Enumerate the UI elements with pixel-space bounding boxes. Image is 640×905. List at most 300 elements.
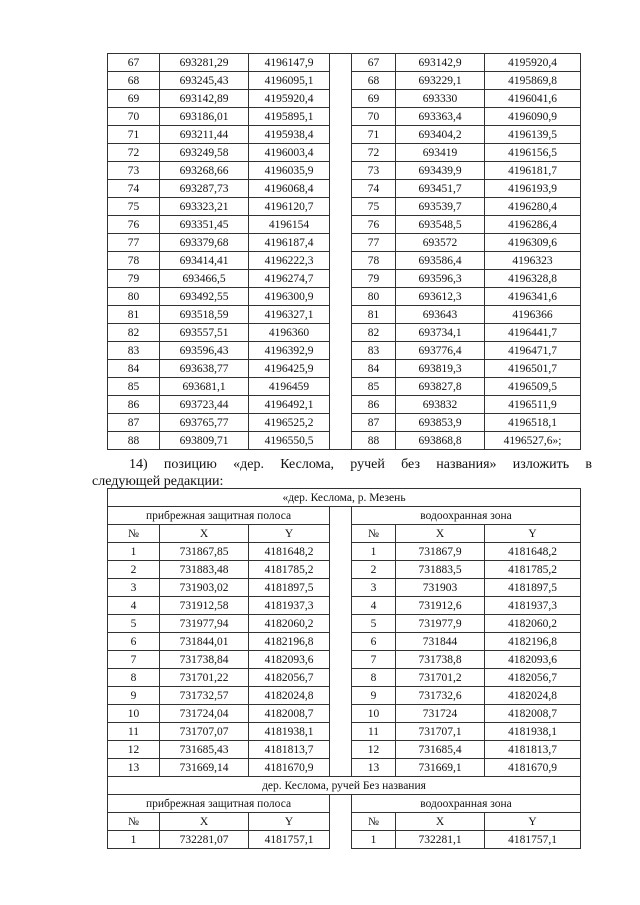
coord-y-protection: 4196509,5 <box>485 378 581 396</box>
point-number-protection: 73 <box>352 162 396 180</box>
point-number-protection: 88 <box>352 432 396 450</box>
table-row <box>108 597 581 615</box>
col-header-y: Y <box>249 525 330 543</box>
point-number-protection: 3 <box>352 579 396 597</box>
coord-y-coastal: 4196525,2 <box>249 414 330 432</box>
coord-x-protection: 693419 <box>396 144 485 162</box>
point-number-coastal: 69 <box>108 90 160 108</box>
coord-y-coastal: 4196360 <box>249 324 330 342</box>
gap-cell <box>330 54 352 72</box>
coord-x-coastal: 731724,04 <box>160 705 249 723</box>
point-number-protection: 78 <box>352 252 396 270</box>
coord-y-protection: 4181938,1 <box>485 723 581 741</box>
coord-y-coastal: 4181937,3 <box>249 597 330 615</box>
point-number-protection: 2 <box>352 561 396 579</box>
gap-cell <box>330 543 352 561</box>
coord-y-protection: 4196366 <box>485 306 581 324</box>
coord-y-coastal: 4196095,1 <box>249 72 330 90</box>
table-row <box>108 633 581 651</box>
gap-cell <box>330 144 352 162</box>
gap-cell <box>330 669 352 687</box>
coord-y-protection: 4181785,2 <box>485 561 581 579</box>
coord-y-protection: 4181648,2 <box>485 543 581 561</box>
table-row <box>108 723 581 741</box>
gap-cell <box>330 324 352 342</box>
coord-x-coastal: 731669,14 <box>160 759 249 777</box>
table-row <box>108 360 581 378</box>
coastal-strip-header: прибрежная защитная полоса <box>108 795 330 813</box>
coord-y-protection: 4196323 <box>485 252 581 270</box>
table-row <box>108 198 581 216</box>
table-row <box>108 288 581 306</box>
coord-x-protection: 693868,8 <box>396 432 485 450</box>
coord-y-coastal: 4196492,1 <box>249 396 330 414</box>
point-number-protection: 7 <box>352 651 396 669</box>
coord-x-protection: 693776,4 <box>396 342 485 360</box>
gap-cell <box>330 432 352 450</box>
point-number-coastal: 7 <box>108 651 160 669</box>
gap-cell <box>330 162 352 180</box>
coord-x-coastal: 731912,58 <box>160 597 249 615</box>
gap-cell <box>330 507 352 525</box>
point-number-protection: 11 <box>352 723 396 741</box>
coord-x-coastal: 693249,58 <box>160 144 249 162</box>
table-row <box>108 579 581 597</box>
coord-x-coastal: 731707,07 <box>160 723 249 741</box>
coord-y-protection: 4181897,5 <box>485 579 581 597</box>
coord-y-coastal: 4196147,9 <box>249 54 330 72</box>
point-number-coastal: 87 <box>108 414 160 432</box>
table-row <box>108 669 581 687</box>
point-number-coastal: 77 <box>108 234 160 252</box>
coord-y-protection: 4196156,5 <box>485 144 581 162</box>
section-title: дер. Кеслома, ручей Без названия <box>108 777 581 795</box>
gap-cell <box>330 633 352 651</box>
coord-x-protection: 732281,1 <box>396 831 485 849</box>
bottom-coordinates-table <box>107 488 581 849</box>
coord-y-coastal: 4182024,8 <box>249 687 330 705</box>
point-number-coastal: 82 <box>108 324 160 342</box>
coord-x-protection: 693451,7 <box>396 180 485 198</box>
coord-x-protection: 731912,6 <box>396 597 485 615</box>
point-number-protection: 74 <box>352 180 396 198</box>
point-number-coastal: 68 <box>108 72 160 90</box>
coord-x-protection: 693734,1 <box>396 324 485 342</box>
coord-y-protection: 4195869,8 <box>485 72 581 90</box>
table-row <box>108 180 581 198</box>
gap-cell <box>330 741 352 759</box>
coord-x-protection: 693853,9 <box>396 414 485 432</box>
gap-cell <box>330 723 352 741</box>
coord-x-protection: 693586,4 <box>396 252 485 270</box>
coord-x-coastal: 731903,02 <box>160 579 249 597</box>
coord-x-coastal: 693142,89 <box>160 90 249 108</box>
gap-cell <box>330 216 352 234</box>
coord-y-protection: 4196328,8 <box>485 270 581 288</box>
coord-x-protection: 731903 <box>396 579 485 597</box>
coord-x-protection: 693404,2 <box>396 126 485 144</box>
point-number-protection: 84 <box>352 360 396 378</box>
table-row <box>108 126 581 144</box>
table-row <box>108 561 581 579</box>
table-row <box>108 162 581 180</box>
coord-x-protection: 731977,9 <box>396 615 485 633</box>
gap-cell <box>330 288 352 306</box>
coord-x-coastal: 732281,07 <box>160 831 249 849</box>
coord-x-protection: 693548,5 <box>396 216 485 234</box>
table-row <box>108 306 581 324</box>
coord-y-coastal: 4195895,1 <box>249 108 330 126</box>
gap-cell <box>330 759 352 777</box>
table-row <box>108 396 581 414</box>
point-number-protection: 77 <box>352 234 396 252</box>
coord-y-protection: 4196341,6 <box>485 288 581 306</box>
point-number-protection: 1 <box>352 831 396 849</box>
coord-x-protection: 693572 <box>396 234 485 252</box>
water-protection-header: водоохранная зона <box>352 507 581 525</box>
point-number-coastal: 86 <box>108 396 160 414</box>
gap-cell <box>330 378 352 396</box>
table-row <box>108 741 581 759</box>
coord-y-protection: 4181937,3 <box>485 597 581 615</box>
col-header-y: Y <box>485 813 581 831</box>
point-number-coastal: 80 <box>108 288 160 306</box>
coord-y-protection: 4181670,9 <box>485 759 581 777</box>
point-number-protection: 83 <box>352 342 396 360</box>
coord-y-protection: 4196501,7 <box>485 360 581 378</box>
point-number-coastal: 1 <box>108 543 160 561</box>
coord-y-coastal: 4181670,9 <box>249 759 330 777</box>
gap-cell <box>330 306 352 324</box>
point-number-protection: 72 <box>352 144 396 162</box>
point-number-protection: 82 <box>352 324 396 342</box>
point-number-coastal: 4 <box>108 597 160 615</box>
coord-y-protection: 4195920,4 <box>485 54 581 72</box>
gap-cell <box>330 687 352 705</box>
coord-y-coastal: 4196550,5 <box>249 432 330 450</box>
col-header-num: № <box>108 813 160 831</box>
table-row <box>108 324 581 342</box>
gap-cell <box>330 414 352 432</box>
coord-x-coastal: 693287,73 <box>160 180 249 198</box>
coord-y-coastal: 4181648,2 <box>249 543 330 561</box>
coord-x-protection: 731685,4 <box>396 741 485 759</box>
coastal-strip-header: прибрежная защитная полоса <box>108 507 330 525</box>
point-number-protection: 9 <box>352 687 396 705</box>
coord-x-protection: 693643 <box>396 306 485 324</box>
gap-cell <box>330 234 352 252</box>
gap-cell <box>330 615 352 633</box>
coord-x-protection: 731669,1 <box>396 759 485 777</box>
table-row <box>108 543 581 561</box>
amendment-paragraph <box>92 456 592 490</box>
col-header-num: № <box>108 525 160 543</box>
coord-x-coastal: 731977,94 <box>160 615 249 633</box>
point-number-coastal: 79 <box>108 270 160 288</box>
coord-x-coastal: 731844,01 <box>160 633 249 651</box>
point-number-protection: 8 <box>352 669 396 687</box>
col-header-x: X <box>396 525 485 543</box>
coord-x-protection: 693330 <box>396 90 485 108</box>
gap-cell <box>330 180 352 198</box>
coord-x-protection: 731738,8 <box>396 651 485 669</box>
coord-y-protection: 4196518,1 <box>485 414 581 432</box>
coord-x-coastal: 731701,22 <box>160 669 249 687</box>
coord-y-protection: 4182056,7 <box>485 669 581 687</box>
coord-x-coastal: 693492,55 <box>160 288 249 306</box>
point-number-protection: 10 <box>352 705 396 723</box>
point-number-coastal: 6 <box>108 633 160 651</box>
table-row <box>108 831 581 849</box>
table-row <box>108 90 581 108</box>
coord-y-coastal: 4196392,9 <box>249 342 330 360</box>
point-number-coastal: 1 <box>108 831 160 849</box>
coord-x-protection: 693229,1 <box>396 72 485 90</box>
coord-x-coastal: 731685,43 <box>160 741 249 759</box>
coord-x-protection: 693827,8 <box>396 378 485 396</box>
column-header-row <box>108 813 581 831</box>
coord-x-coastal: 693518,59 <box>160 306 249 324</box>
coord-y-coastal: 4196327,1 <box>249 306 330 324</box>
point-number-protection: 79 <box>352 270 396 288</box>
point-number-coastal: 67 <box>108 54 160 72</box>
point-number-coastal: 12 <box>108 741 160 759</box>
coord-y-coastal: 4196154 <box>249 216 330 234</box>
zone-header-row <box>108 507 581 525</box>
point-number-coastal: 13 <box>108 759 160 777</box>
coord-x-coastal: 693596,43 <box>160 342 249 360</box>
coord-y-coastal: 4182060,2 <box>249 615 330 633</box>
point-number-protection: 80 <box>352 288 396 306</box>
point-number-protection: 5 <box>352 615 396 633</box>
point-number-coastal: 5 <box>108 615 160 633</box>
point-number-coastal: 8 <box>108 669 160 687</box>
coord-x-coastal: 693268,66 <box>160 162 249 180</box>
coord-y-coastal: 4196459 <box>249 378 330 396</box>
gap-cell <box>330 198 352 216</box>
coord-x-coastal: 693414,41 <box>160 252 249 270</box>
point-number-coastal: 9 <box>108 687 160 705</box>
gap-cell <box>330 396 352 414</box>
coord-y-protection: 4182196,8 <box>485 633 581 651</box>
coord-x-protection: 693612,3 <box>396 288 485 306</box>
coord-x-protection: 693439,9 <box>396 162 485 180</box>
point-number-protection: 87 <box>352 414 396 432</box>
coord-x-coastal: 693281,29 <box>160 54 249 72</box>
table-row <box>108 651 581 669</box>
paragraph-line-1: 14) позицию «дер. Кеслома, ручей без названия» изложить в <box>129 457 592 472</box>
point-number-protection: 85 <box>352 378 396 396</box>
coord-y-protection: 4182060,2 <box>485 615 581 633</box>
coord-y-coastal: 4195938,4 <box>249 126 330 144</box>
zone-header-row <box>108 795 581 813</box>
gap-cell <box>330 90 352 108</box>
table-row <box>108 705 581 723</box>
gap-cell <box>330 108 352 126</box>
point-number-coastal: 75 <box>108 198 160 216</box>
table-row <box>108 759 581 777</box>
gap-cell <box>330 72 352 90</box>
coord-x-coastal: 693211,44 <box>160 126 249 144</box>
coord-x-coastal: 693351,45 <box>160 216 249 234</box>
point-number-coastal: 10 <box>108 705 160 723</box>
coord-x-coastal: 693809,71 <box>160 432 249 450</box>
coord-y-protection: 4181813,7 <box>485 741 581 759</box>
table-row <box>108 108 581 126</box>
point-number-coastal: 73 <box>108 162 160 180</box>
coord-x-protection: 693539,7 <box>396 198 485 216</box>
section-title-row <box>108 777 581 795</box>
coord-y-protection: 4196309,6 <box>485 234 581 252</box>
coord-x-protection: 731844 <box>396 633 485 651</box>
gap-cell <box>330 270 352 288</box>
point-number-coastal: 11 <box>108 723 160 741</box>
coord-y-coastal: 4196187,4 <box>249 234 330 252</box>
col-header-x: X <box>160 525 249 543</box>
coord-y-coastal: 4181813,7 <box>249 741 330 759</box>
point-number-coastal: 88 <box>108 432 160 450</box>
table-row <box>108 234 581 252</box>
point-number-protection: 13 <box>352 759 396 777</box>
table-row <box>108 342 581 360</box>
coord-y-coastal: 4182196,8 <box>249 633 330 651</box>
coord-x-protection: 693832 <box>396 396 485 414</box>
point-number-protection: 86 <box>352 396 396 414</box>
coord-x-coastal: 731738,84 <box>160 651 249 669</box>
coord-y-coastal: 4181785,2 <box>249 561 330 579</box>
point-number-coastal: 85 <box>108 378 160 396</box>
gap-cell <box>330 360 352 378</box>
point-number-protection: 12 <box>352 741 396 759</box>
coord-y-coastal: 4181897,5 <box>249 579 330 597</box>
section-title-row <box>108 489 581 507</box>
point-number-protection: 70 <box>352 108 396 126</box>
coord-x-coastal: 731732,57 <box>160 687 249 705</box>
coord-x-protection: 731701,2 <box>396 669 485 687</box>
gap-cell <box>330 561 352 579</box>
coord-y-coastal: 4196425,9 <box>249 360 330 378</box>
point-number-coastal: 74 <box>108 180 160 198</box>
coord-x-coastal: 731883,48 <box>160 561 249 579</box>
coord-x-coastal: 693323,21 <box>160 198 249 216</box>
coord-x-coastal: 693186,01 <box>160 108 249 126</box>
col-header-y: Y <box>485 525 581 543</box>
gap-cell <box>330 831 352 849</box>
point-number-coastal: 84 <box>108 360 160 378</box>
coord-y-protection: 4196511,9 <box>485 396 581 414</box>
table-row <box>108 252 581 270</box>
col-header-num: № <box>352 525 396 543</box>
coord-y-coastal: 4182008,7 <box>249 705 330 723</box>
gap-cell <box>330 813 352 831</box>
gap-cell <box>330 597 352 615</box>
coord-y-protection: 4196286,4 <box>485 216 581 234</box>
water-protection-header: водоохранная зона <box>352 795 581 813</box>
point-number-coastal: 83 <box>108 342 160 360</box>
coord-y-coastal: 4196068,4 <box>249 180 330 198</box>
coord-y-protection: 4196139,5 <box>485 126 581 144</box>
gap-cell <box>330 252 352 270</box>
column-header-row <box>108 525 581 543</box>
coord-y-coastal: 4196274,7 <box>249 270 330 288</box>
paragraph-line-2: следующей редакции: <box>92 474 224 489</box>
col-header-y: Y <box>249 813 330 831</box>
coord-x-coastal: 693557,51 <box>160 324 249 342</box>
gap-cell <box>330 126 352 144</box>
coord-y-protection: 4196527,6»; <box>485 432 581 450</box>
coord-x-coastal: 693723,44 <box>160 396 249 414</box>
top-coordinates-table <box>107 53 581 450</box>
point-number-coastal: 72 <box>108 144 160 162</box>
coord-x-protection: 693596,3 <box>396 270 485 288</box>
coord-y-coastal: 4196300,9 <box>249 288 330 306</box>
coord-y-protection: 4182093,6 <box>485 651 581 669</box>
col-header-x: X <box>396 813 485 831</box>
coord-y-protection: 4196280,4 <box>485 198 581 216</box>
coord-x-protection: 731867,9 <box>396 543 485 561</box>
coord-y-protection: 4196181,7 <box>485 162 581 180</box>
table-row <box>108 270 581 288</box>
coord-y-coastal: 4196120,7 <box>249 198 330 216</box>
point-number-coastal: 3 <box>108 579 160 597</box>
point-number-protection: 67 <box>352 54 396 72</box>
coord-y-coastal: 4195920,4 <box>249 90 330 108</box>
table-row <box>108 378 581 396</box>
point-number-coastal: 78 <box>108 252 160 270</box>
point-number-protection: 69 <box>352 90 396 108</box>
point-number-protection: 4 <box>352 597 396 615</box>
coord-x-protection: 731724 <box>396 705 485 723</box>
coord-x-coastal: 693681,1 <box>160 378 249 396</box>
coord-x-protection: 731732,6 <box>396 687 485 705</box>
coord-y-coastal: 4196035,9 <box>249 162 330 180</box>
coord-x-coastal: 731867,85 <box>160 543 249 561</box>
coord-x-coastal: 693245,43 <box>160 72 249 90</box>
point-number-protection: 68 <box>352 72 396 90</box>
coord-x-coastal: 693765,77 <box>160 414 249 432</box>
coord-y-coastal: 4182056,7 <box>249 669 330 687</box>
table-row <box>108 432 581 450</box>
coord-x-protection: 731883,5 <box>396 561 485 579</box>
point-number-protection: 6 <box>352 633 396 651</box>
point-number-protection: 1 <box>352 543 396 561</box>
coord-y-coastal: 4181938,1 <box>249 723 330 741</box>
coord-x-coastal: 693379,68 <box>160 234 249 252</box>
coord-y-protection: 4196193,9 <box>485 180 581 198</box>
gap-cell <box>330 525 352 543</box>
table-row <box>108 54 581 72</box>
coord-y-coastal: 4182093,6 <box>249 651 330 669</box>
table-row <box>108 144 581 162</box>
point-number-protection: 71 <box>352 126 396 144</box>
point-number-coastal: 2 <box>108 561 160 579</box>
coord-y-protection: 4182024,8 <box>485 687 581 705</box>
coord-y-protection: 4182008,7 <box>485 705 581 723</box>
coord-x-coastal: 693638,77 <box>160 360 249 378</box>
point-number-coastal: 81 <box>108 306 160 324</box>
table-row <box>108 72 581 90</box>
coord-y-protection: 4196041,6 <box>485 90 581 108</box>
gap-cell <box>330 579 352 597</box>
coord-x-protection: 693819,3 <box>396 360 485 378</box>
point-number-protection: 76 <box>352 216 396 234</box>
gap-cell <box>330 795 352 813</box>
coord-y-coastal: 4196003,4 <box>249 144 330 162</box>
point-number-coastal: 76 <box>108 216 160 234</box>
point-number-protection: 81 <box>352 306 396 324</box>
point-number-coastal: 71 <box>108 126 160 144</box>
coord-y-protection: 4196441,7 <box>485 324 581 342</box>
